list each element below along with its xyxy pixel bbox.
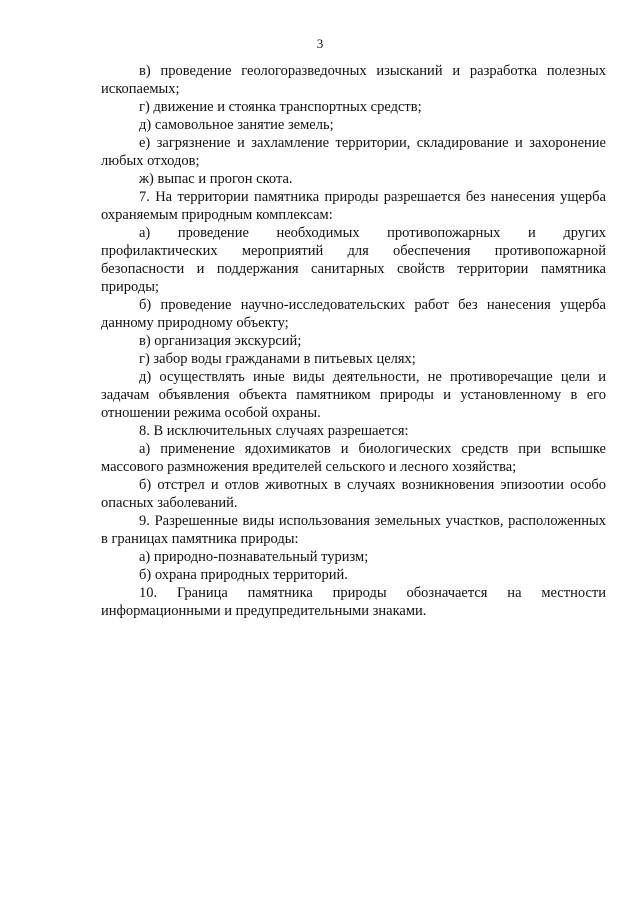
section-7-item-a: а) проведение необходимых противопожарных и других профилактических мероприятий для обеспечения противопожарной безопасности и поддержания санитарных свойств территории памятника природы; [101,225,606,295]
section-7-item-d: д) осуществлять иные виды деятельности, не противоречащие цели и задачам объявления объекта памятником природы и установленному в его отношении режима особой охраны. [101,369,606,421]
section-9-heading: 9. Разрешенные виды использования земельных участков, расположенных в границах памятника природы: [101,513,606,547]
paragraph-item-e: е) загрязнение и захламление территории, складирование и захоронение любых отходов; [101,135,606,169]
paragraph-item-v: в) проведение геологоразведочных изысканий и разработка полезных ископаемых; [101,63,606,97]
section-8-item-a: а) применение ядохимикатов и биологических средств при вспышке массового размножения вредителей сельского и лесного хозяйства; [101,441,606,475]
section-8-item-b: б) отстрел и отлов животных в случаях возникновения эпизоотии особо опасных заболеваний. [101,477,606,511]
section-7-heading: 7. На территории памятника природы разрешается без нанесения ущерба охраняемым природным комплексам: [101,189,606,223]
document-body [101,62,606,620]
section-9-item-a: а) природно-познавательный туризм; [139,549,369,565]
section-7-item-v: в) организация экскурсий; [139,333,302,349]
section-10-paragraph: 10. Граница памятника природы обозначается на местности информационными и предупредительными знаками. [101,585,606,619]
section-7-item-g: г) забор воды гражданами в питьевых целях; [139,351,416,367]
section-7-item-b: б) проведение научно-исследовательских работ без нанесения ущерба данному природному объекту; [101,297,606,331]
paragraph-item-d: д) самовольное занятие земель; [139,117,334,133]
page-number: 3 [316,36,324,51]
section-8-heading: 8. В исключительных случаях разрешается: [139,423,409,439]
paragraph-item-g: г) движение и стоянка транспортных средств; [139,99,422,115]
paragraph-item-zh: ж) выпас и прогон скота. [139,171,293,187]
section-9-item-b: б) охрана природных территорий. [139,567,348,583]
